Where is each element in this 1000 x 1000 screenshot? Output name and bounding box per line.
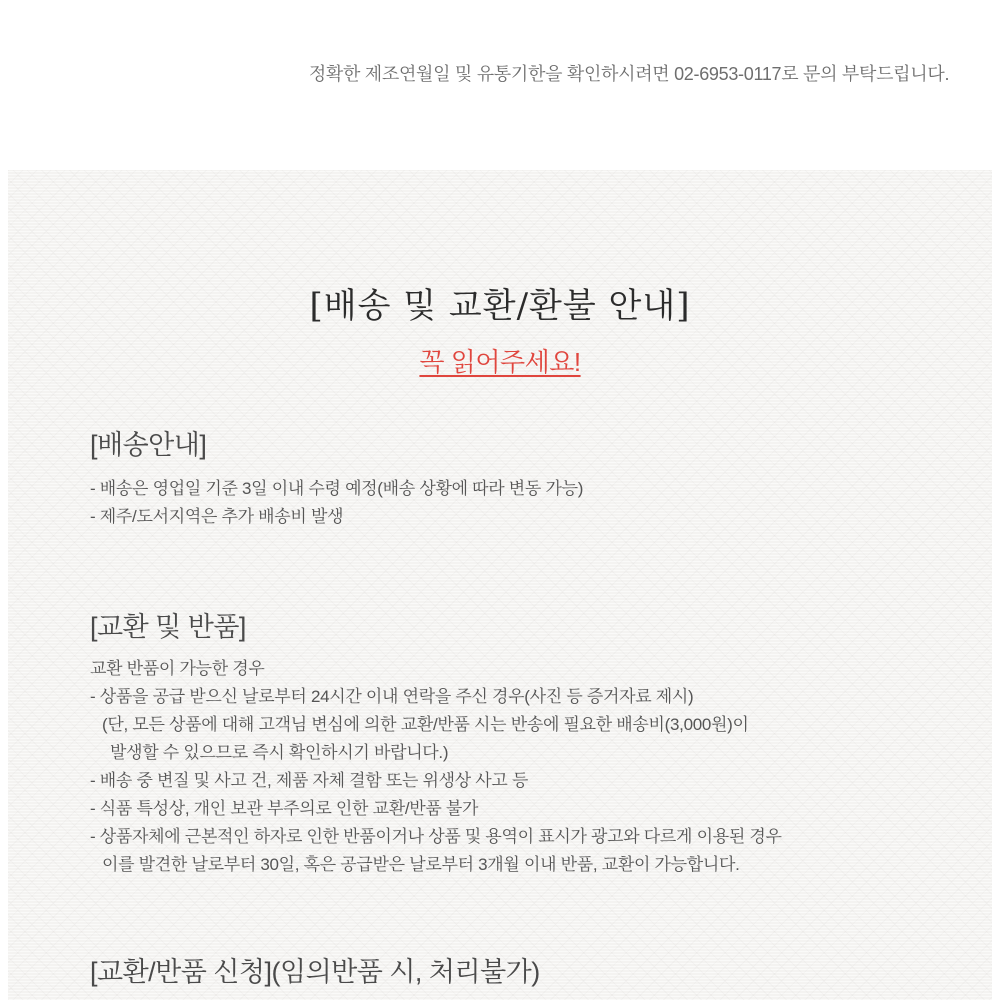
exchange-line: - 식품 특성상, 개인 보관 부주의로 인한 교환/반품 불가 [90,799,479,818]
shipping-section-heading: [배송안내] [90,430,207,460]
exchange-line: 이를 발견한 날로부터 30일, 혹은 공급받은 날로부터 3개월 이내 반품, 교환이 가능합니다. [102,855,740,874]
exchange-request-heading: [교환/반품 신청](임의반품 시, 처리불가) [90,957,540,987]
shipping-info-section [90,428,952,531]
shipping-section-lines [90,475,952,531]
exchange-line: 발생할 수 있으므로 즉시 확인하시기 바랍니다.) [110,743,449,762]
exchange-return-section [90,610,952,879]
exchange-line: - 상품을 공급 받으신 날로부터 24시간 이내 연락을 주신 경우(사진 등 증거자료 제시) [90,687,694,706]
shipping-exchange-panel [8,170,992,1000]
must-read-subtitle: 꼭 읽어주세요! [419,347,581,377]
exchange-line: 교환 반품이 가능한 경우 [90,659,265,678]
shipping-line: - 배송은 영업일 기준 3일 이내 수령 예정(배송 상황에 따라 변동 가능) [90,479,584,498]
exchange-section-heading: [교환 및 반품] [90,612,246,642]
exchange-line: (단, 모든 상품에 대해 고객님 변심에 의한 교환/반품 시는 반송에 필요한 배송비(3,000원)이 [102,715,749,734]
panel-title: [배송 및 교환/환불 안내] [309,286,691,326]
exchange-line: - 배송 중 변질 및 사고 건, 제품 자체 결함 또는 위생상 사고 등 [90,771,529,790]
exchange-line: - 상품자체에 근본적인 하자로 인한 반품이거나 상품 및 용역이 표시가 광고와 다르게 이용된 경우 [90,827,782,846]
manufacture-date-notice: 정확한 제조연월일 및 유통기한을 확인하시려면 02-6953-0117로 문의 부탁드립니다. [308,64,950,84]
shipping-line: - 제주/도서지역은 추가 배송비 발생 [90,507,344,526]
exchange-section-lines [90,655,952,879]
